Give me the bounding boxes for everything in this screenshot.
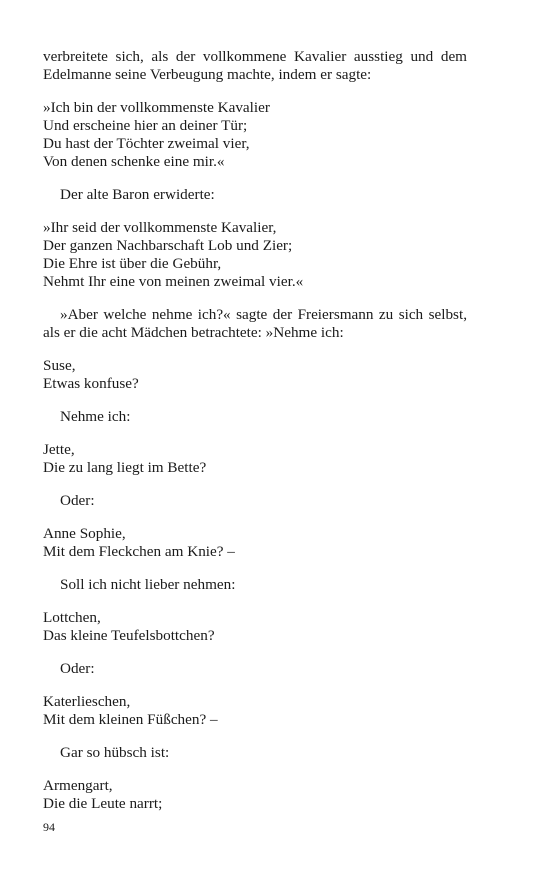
- paragraph-oder-2: Oder:: [60, 660, 95, 677]
- verse-line: Mit dem Fleckchen am Knie? –: [43, 543, 235, 560]
- verse-line: Das kleine Teufelsbottchen?: [43, 627, 215, 644]
- verse-anne-sophie: [43, 525, 467, 561]
- verse-line: Mit dem kleinen Füßchen? –: [43, 711, 218, 728]
- verse-line: Katerlieschen,: [43, 693, 131, 710]
- verse-line: Die zu lang liegt im Bette?: [43, 459, 207, 476]
- verse-line: Anne Sophie,: [43, 525, 126, 542]
- verse-line: Nehmt Ihr eine von meinen zweimal vier.«: [43, 273, 304, 290]
- verse-line: Jette,: [43, 441, 75, 458]
- verse-line: Die die Leute narrt;: [43, 795, 163, 812]
- verse-lottchen: [43, 609, 467, 645]
- verse-jette: [43, 441, 467, 477]
- paragraph-opening: verbreitete sich, als der vollkommene Kavalier ausstieg und dem Edelmanne seine Verbeugung machte, indem er sagte:: [43, 48, 467, 83]
- verse-kavalier: [43, 99, 467, 171]
- verse-line: Lottchen,: [43, 609, 101, 626]
- paragraph-freiersmann: »Aber welche nehme ich?« sagte der Freiersmann zu sich selbst, als er die acht Mädchen betrachtete: »Nehme ich:: [43, 306, 467, 341]
- paragraph-nehme: Nehme ich:: [60, 408, 131, 425]
- verse-line: Der ganzen Nachbarschaft Lob und Zier;: [43, 237, 293, 254]
- verse-line: Von denen schenke eine mir.«: [43, 153, 225, 170]
- page-number: 94: [43, 820, 55, 834]
- verse-line: Und erscheine hier an deiner Tür;: [43, 117, 248, 134]
- verse-armengart: [43, 777, 467, 813]
- paragraph-oder: Oder:: [60, 492, 95, 509]
- page-body: [43, 48, 467, 813]
- verse-suse: [43, 357, 467, 393]
- paragraph-gar-so-huebsch: Gar so hübsch ist:: [60, 744, 170, 761]
- verse-line: Suse,: [43, 357, 76, 374]
- verse-line: »Ich bin der vollkommenste Kavalier: [43, 99, 270, 116]
- verse-line: Armengart,: [43, 777, 113, 794]
- verse-line: Du hast der Töchter zweimal vier,: [43, 135, 250, 152]
- verse-line: »Ihr seid der vollkommenste Kavalier,: [43, 219, 277, 236]
- verse-baron: [43, 219, 467, 291]
- paragraph-baron: Der alte Baron erwiderte:: [60, 186, 215, 203]
- paragraph-soll-ich: Soll ich nicht lieber nehmen:: [60, 576, 236, 593]
- verse-line: Etwas konfuse?: [43, 375, 139, 392]
- verse-line: Die Ehre ist über die Gebühr,: [43, 255, 222, 272]
- verse-katerlieschen: [43, 693, 467, 729]
